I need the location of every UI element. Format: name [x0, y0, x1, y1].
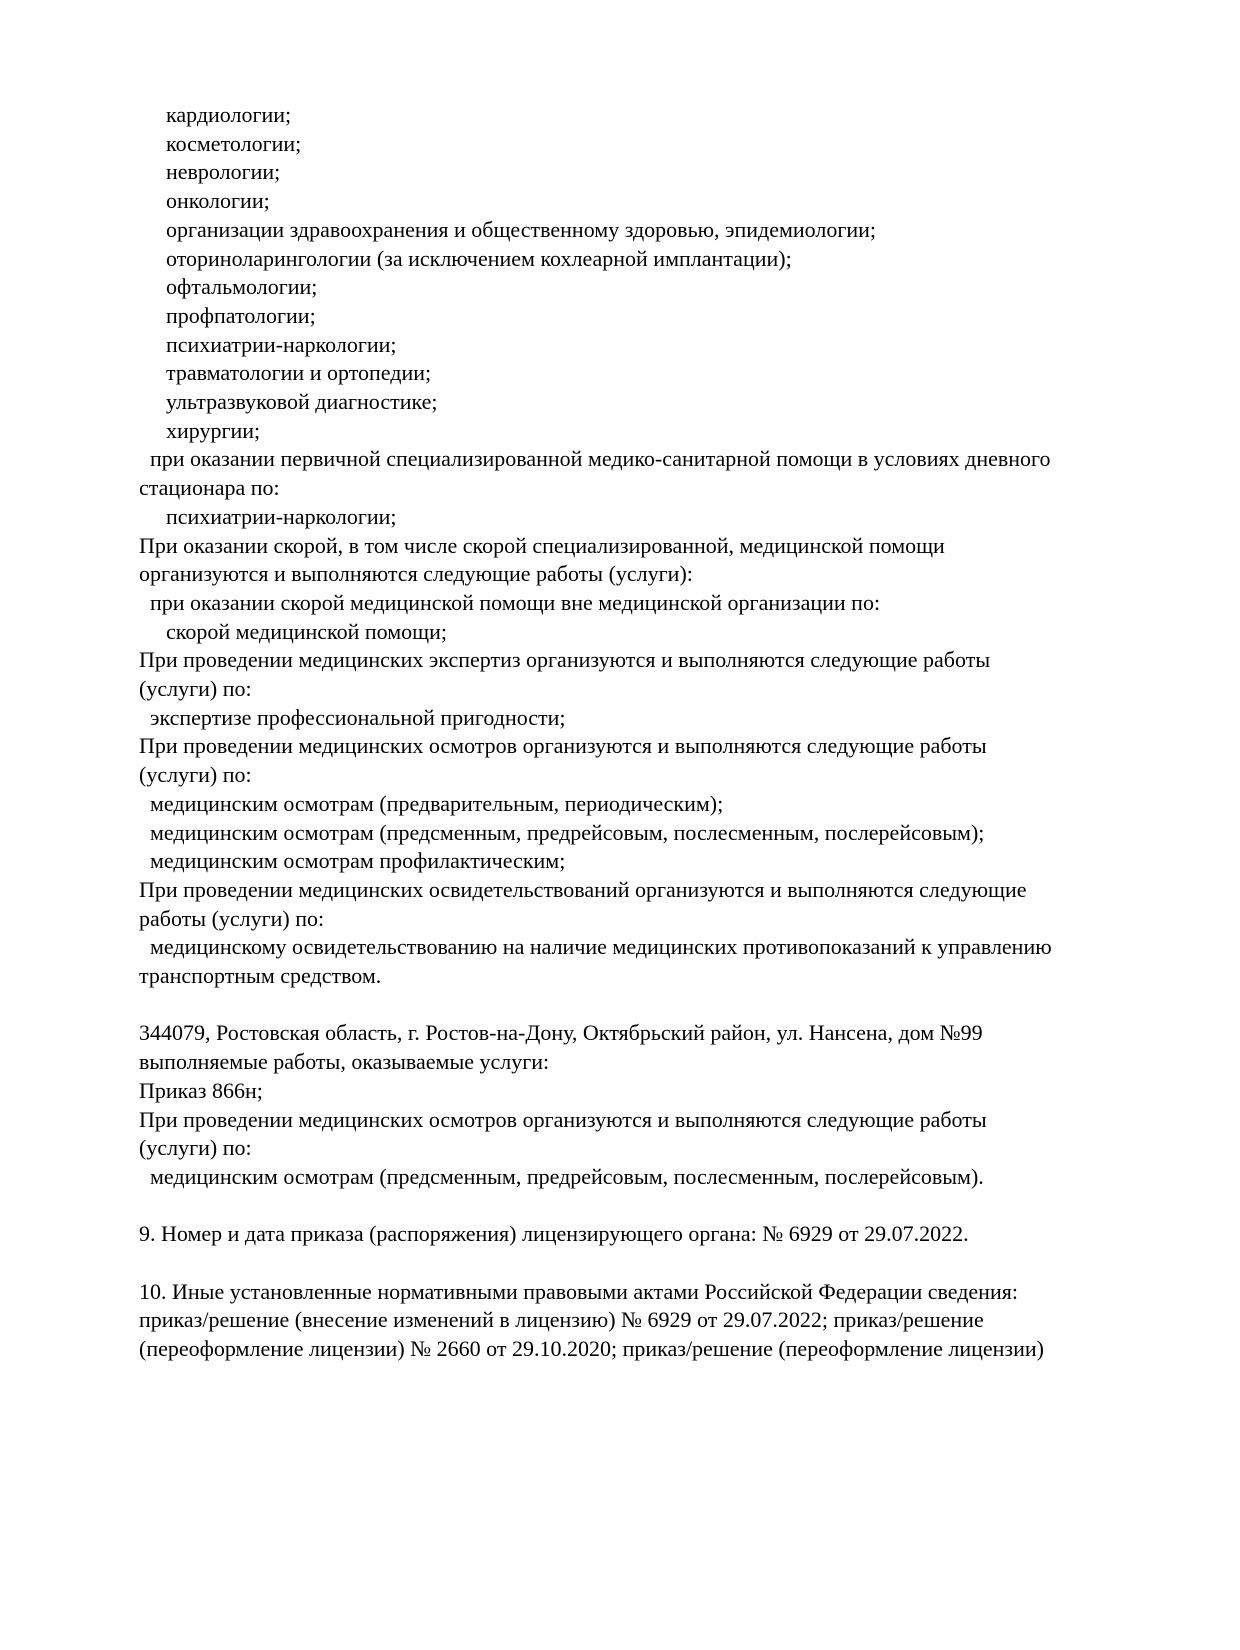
text-line: неврологии; [166, 159, 281, 185]
text-line: организации здравоохранения и общественному здоровью, эпидемиологии; [166, 216, 877, 242]
text-line: При проведении медицинских осмотров организуются и выполняются следующие работы [139, 1106, 987, 1132]
text-line: оториноларингологии (за исключением кохлеарной имплантации); [166, 245, 792, 271]
text-line: кардиологии; [166, 102, 292, 127]
text-line: (переоформление лицензии) № 2660 от 29.10.2020; приказ/решение (переоформление лицензии) [139, 1336, 1044, 1362]
text-line: При проведении медицинских экспертиз организуются и выполняются следующие работы [139, 647, 991, 673]
text-line: медицинским осмотрам профилактическим; [150, 848, 566, 874]
text-line: медицинскому освидетельствованию на наличие медицинских противопоказаний к управлению [150, 934, 1052, 960]
text-line: 344079, Ростовская область, г. Ростов-на-Дону, Октябрьский район, ул. Нансена, дом №99 [139, 1020, 983, 1046]
text-line: выполняемые работы, оказываемые услуги: [139, 1049, 550, 1075]
text-line: При проведении медицинских осмотров организуются и выполняются следующие работы [139, 733, 987, 759]
text-line: скорой медицинской помощи; [166, 618, 448, 644]
text-line: транспортным средством. [139, 963, 382, 989]
text-line: психиатрии-наркологии; [166, 331, 397, 357]
text-line: (услуги) по: [139, 676, 252, 702]
document-body [139, 101, 1129, 1364]
text-line: офтальмологии; [166, 274, 318, 300]
text-line [139, 991, 1129, 1020]
text-line: При оказании скорой, в том числе скорой специализированной, медицинской помощи [139, 532, 945, 558]
text-line: Приказ 866н; [139, 1077, 263, 1103]
text-line: травматологии и ортопедии; [166, 360, 432, 386]
text-line: ультразвуковой диагностике; [166, 389, 438, 415]
text-line: медицинским осмотрам (предварительным, периодическим); [150, 790, 724, 816]
text-line: организуются и выполняются следующие работы (услуги): [139, 561, 693, 587]
text-line: медицинским осмотрам (предсменным, предрейсовым, послесменным, послерейсовым). [150, 1164, 984, 1189]
text-line: при оказании скорой медицинской помощи вне медицинской организации по: [150, 589, 881, 615]
text-line: экспертизе профессиональной пригодности; [150, 704, 566, 730]
text-line: психиатрии-наркологии; [166, 503, 397, 529]
text-line: приказ/решение (внесение изменений в лицензию) № 6929 от 29.07.2022; приказ/решение [139, 1307, 984, 1333]
text-line: (услуги) по: [139, 762, 252, 788]
text-line: 10. Иные установленные нормативными правовыми актами Российской Федерации сведения: [139, 1278, 1018, 1304]
text-line [139, 1192, 1129, 1221]
text-line: (услуги) по: [139, 1135, 252, 1161]
text-line: медицинским осмотрам (предсменным, предрейсовым, послесменным, послерейсовым); [150, 819, 985, 845]
text-line: хирургии; [166, 417, 261, 443]
text-line [139, 1249, 1129, 1278]
text-line: косметологии; [166, 130, 302, 156]
text-line: онкологии; [166, 188, 270, 214]
text-line: при оказании первичной специализированной медико-санитарной помощи в условиях дневного [150, 446, 1051, 472]
text-line: профпатологии; [166, 302, 316, 328]
text-line: стационара по: [139, 475, 280, 501]
text-line: 9. Номер и дата приказа (распоряжения) лицензирующего органа: № 6929 от 29.07.2022. [139, 1221, 969, 1247]
text-line: работы (услуги) по: [139, 905, 325, 931]
text-line: При проведении медицинских освидетельствований организуются и выполняются следующие [139, 876, 1027, 902]
